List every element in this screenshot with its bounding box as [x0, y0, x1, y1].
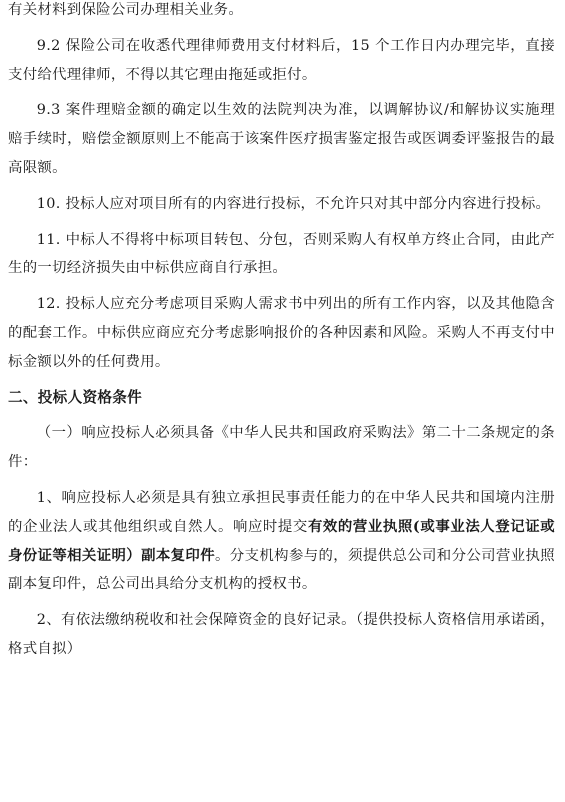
paragraph-9-3: 9.3 案件理赔金额的确定以生效的法院判决为准，以调解协议/和解协议实施理赔手续时，赔偿金额原则上不能高于该案件医疗损害鉴定报告或医调委评鉴报告的最高限额。 — [8, 102, 555, 176]
paragraph-12: 12. 投标人应充分考虑项目采购人需求书中列出的所有工作内容，以及其他隐含的配套工作。中标供应商应充分考虑影响报价的各种因素和风险。采购人不再支付中标金额以外的任何费用。 — [8, 296, 555, 370]
qualification-1-text-start: 1、响应投标人必须是具有独立承担民事责任能力的在中华人民共和国境内注册的企业法人或其他组织或自然人。响应时提交 — [8, 489, 555, 535]
qualification-1-text-end: 。分支机构参与的，须提供总公司和分公司营业执照副本复印件，总公司出具给分支机构的授权书。 — [8, 547, 556, 593]
paragraph-continuation: 有关材料到保险公司办理相关业务。 — [8, 2, 244, 18]
paragraph-qualification-intro: （一）响应投标人必须具备《中华人民共和国政府采购法》第二十二条规定的条件： — [8, 425, 555, 471]
section-heading: 二、投标人资格条件 — [8, 388, 143, 406]
qualification-1-bold-requirement: 有效的营业执照(或事业法人登记证或身份证等相关证明）副本复印件 — [8, 517, 555, 564]
paragraph-10: 10. 投标人应对项目所有的内容进行投标，不允许只对其中部分内容进行投标。 — [36, 195, 551, 212]
paragraph-9-2: 9.2 保险公司在收悉代理律师费用支付材料后，15 个工作日内办理完毕，直接支付给代理律师，不得以其它理由拖延或拒付。 — [8, 37, 555, 83]
paragraph-qualification-2: 2、有依法缴纳税收和社会保障资金的良好记录。（提供投标人资格信用承诺函，格式自拟） — [8, 612, 555, 657]
paragraph-qualification-1 — [8, 484, 555, 599]
paragraph-11: 11. 中标人不得将中标项目转包、分包，否则采购人有权单方终止合同，由此产生的一切经济损失由中标供应商自行承担。 — [8, 231, 555, 277]
